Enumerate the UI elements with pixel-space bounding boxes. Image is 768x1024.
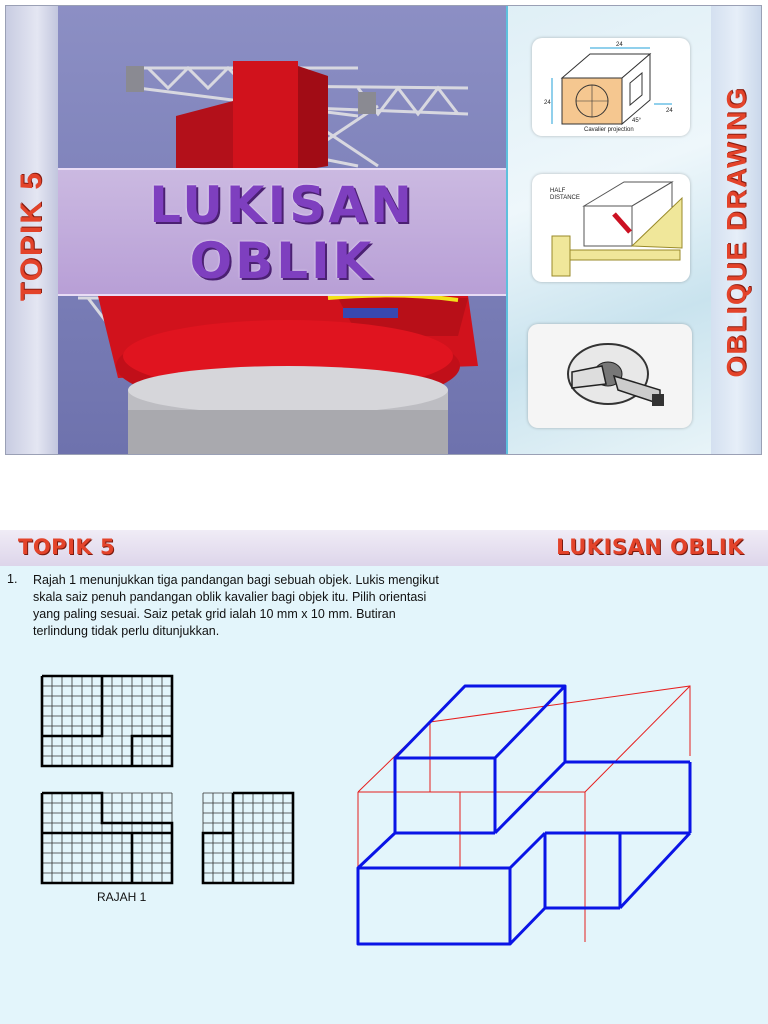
oblique-drawing-vertical-label: OBLIQUE DRAWING [721, 86, 752, 378]
figure-caption: RAJAH 1 [97, 890, 147, 904]
cover-title-line2: OBLIK [189, 232, 375, 290]
card1-dim-top: 24 [616, 42, 623, 48]
card2-label: HALF DISTANCE [550, 188, 580, 201]
cover-slide [5, 5, 762, 455]
oblique-drawing [0, 530, 768, 1024]
card1-dim-left: 24 [544, 100, 551, 106]
half-distance-card [532, 174, 690, 282]
left-title-strip [6, 6, 58, 454]
cavalier-projection-card [532, 38, 690, 136]
construction-lines [358, 686, 690, 942]
card1-dim-depth: 24 [666, 108, 673, 114]
pulley-sketch [528, 324, 692, 428]
header-topic: TOPIK 5 [18, 535, 116, 559]
card1-angle: 45° [632, 118, 642, 124]
cavalier-cube-sketch [532, 38, 690, 136]
header-subject: LUKISAN OBLIK [556, 535, 744, 559]
question-number: 1. [7, 572, 18, 586]
worksheet [0, 530, 768, 1024]
sketch-photo-card [528, 324, 692, 428]
solid-outline [358, 686, 690, 944]
cover-title-band [58, 168, 506, 296]
cover-title-line1: LUKISAN [149, 176, 415, 234]
card1-caption: Cavalier projection [584, 127, 634, 133]
question-text: Rajah 1 menunjukkan tiga pandangan bagi sebuah objek. Lukis mengikut skala saiz penuh pandangan oblik kavalier bagi objek itu. Pilih orientasi yang paling sesuai. Saiz petak grid ialah 10 mm x 10 mm. Butiran terlindung tidak perlu ditunjukkan. [33, 573, 439, 638]
right-title-strip [711, 6, 762, 454]
topic-vertical-label: TOPIK 5 [15, 170, 48, 302]
example-images-panel [506, 6, 713, 454]
